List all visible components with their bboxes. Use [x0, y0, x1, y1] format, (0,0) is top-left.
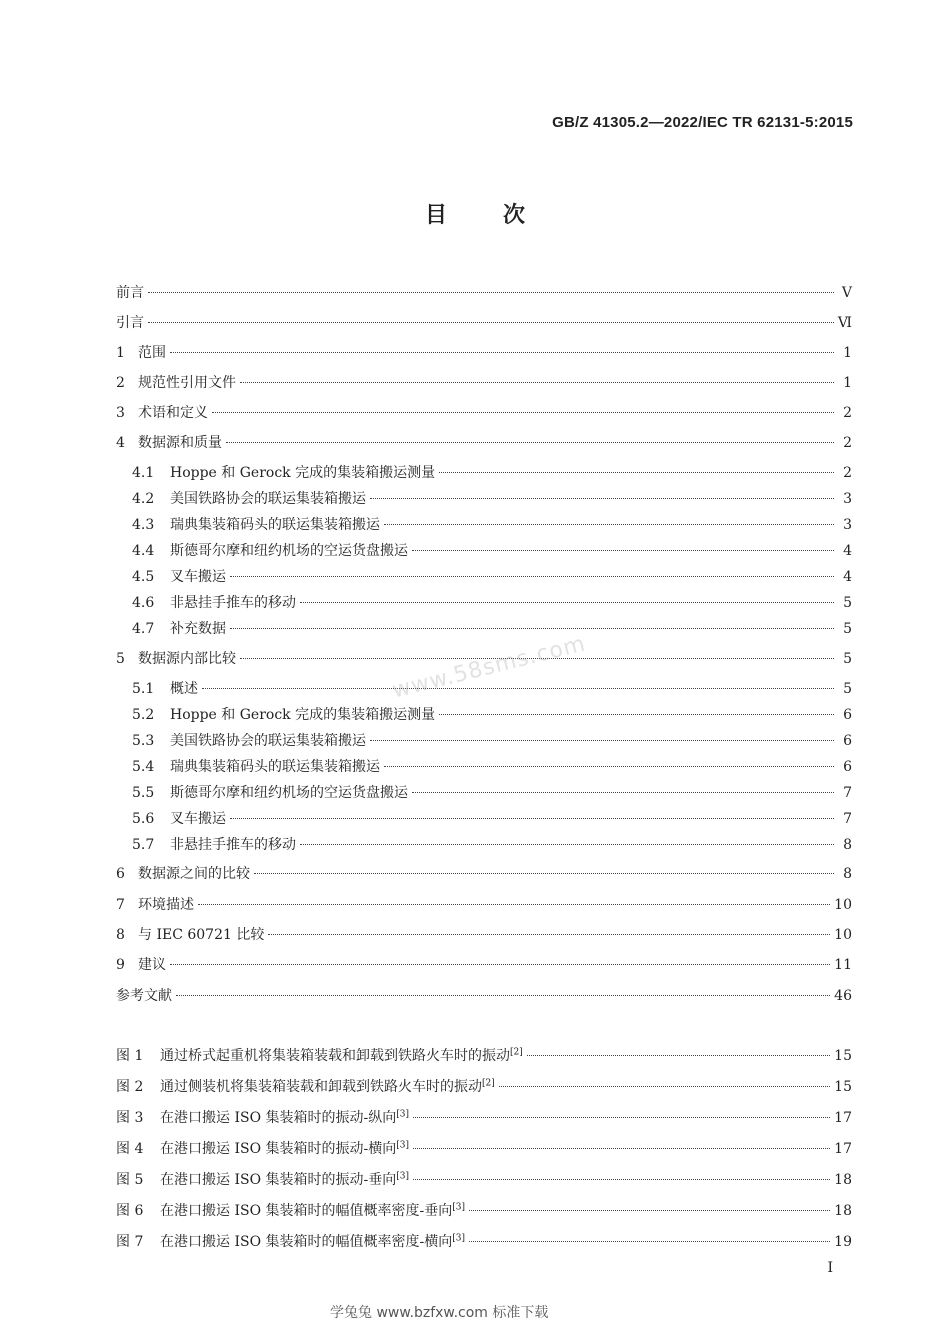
toc-entry-title: 范围: [138, 345, 166, 361]
toc-entry[interactable]: [116, 403, 852, 423]
toc-entry-number: 9: [116, 957, 125, 973]
figure-entry-number: 图 1: [116, 1048, 144, 1064]
toc-entry-page: 10: [834, 897, 852, 913]
figure-entry-number: 图 6: [116, 1203, 144, 1219]
toc-entry-title: 环境描述: [138, 897, 194, 913]
toc-entry-number: 5.6: [132, 811, 155, 827]
dot-leader: [413, 1179, 830, 1180]
dot-leader: [413, 1148, 830, 1149]
toc-entry-page: 6: [843, 707, 852, 723]
toc-entry-title: 补充数据: [170, 621, 226, 637]
toc-entry-title: 斯德哥尔摩和纽约机场的空运货盘搬运: [170, 543, 408, 559]
figure-entry-title: [160, 1108, 409, 1128]
toc-entry[interactable]: [116, 986, 852, 1006]
reference-marker: [3]: [396, 1171, 409, 1182]
toc-entry-title: 概述: [170, 681, 198, 697]
toc-entry-page: 5: [843, 651, 852, 667]
standard-number: GB/Z 41305.2—2022/IEC TR 62131-5:2015: [552, 114, 853, 131]
figure-entry-title: [160, 1232, 465, 1252]
watermark: www.58sms.com: [389, 631, 589, 704]
dot-leader: [170, 352, 834, 353]
dot-leader: [469, 1210, 830, 1211]
toc-entry[interactable]: [132, 705, 852, 725]
toc-entry-title: 建议: [138, 957, 166, 973]
toc-entry-page: 6: [843, 733, 852, 749]
toc-entry-page: 6: [843, 759, 852, 775]
figure-entry[interactable]: [116, 1046, 852, 1066]
dot-leader: [439, 714, 834, 715]
dot-leader: [148, 292, 834, 293]
dot-leader: [370, 498, 834, 499]
toc-entry[interactable]: [116, 925, 852, 945]
figure-entry-page: 17: [834, 1141, 852, 1157]
toc-entry-title: 瑞典集装箱码头的联运集装箱搬运: [170, 759, 380, 775]
toc-entry-page: 7: [843, 785, 852, 801]
toc-entry-number: 5.7: [132, 837, 155, 853]
toc-entry-page: 2: [843, 465, 852, 481]
dot-leader: [268, 934, 830, 935]
reference-marker: [3]: [396, 1140, 409, 1151]
figure-entry[interactable]: [116, 1108, 852, 1128]
toc-entry[interactable]: [116, 283, 852, 303]
dot-leader: [384, 766, 834, 767]
toc-entry[interactable]: [116, 343, 852, 363]
figure-entry[interactable]: [116, 1170, 852, 1190]
toc-entry-number: 4: [116, 435, 125, 451]
toc-entry-page: 1: [843, 375, 852, 391]
dot-leader: [198, 904, 830, 905]
dot-leader: [176, 995, 830, 996]
toc-entry-page: 4: [843, 569, 852, 585]
figure-entry-text: 在港口搬运 ISO 集装箱时的幅值概率密度-横向: [160, 1234, 453, 1250]
reference-marker: [2]: [482, 1078, 495, 1089]
toc-entry-page: 3: [843, 517, 852, 533]
toc-entry[interactable]: [116, 864, 852, 884]
toc-entry-title: 数据源和质量: [138, 435, 222, 451]
toc-entry-page: Ⅵ: [837, 315, 852, 331]
toc-entry-page: 7: [843, 811, 852, 827]
figure-entry-number: 图 5: [116, 1172, 144, 1188]
toc-entry-page: 11: [834, 957, 852, 973]
toc-entry-title: 叉车搬运: [170, 811, 226, 827]
figure-entry[interactable]: [116, 1232, 852, 1252]
toc-entry-title: 规范性引用文件: [138, 375, 236, 391]
dot-leader: [148, 322, 834, 323]
toc-entry-number: 3: [116, 405, 125, 421]
toc-entry-title: 美国铁路协会的联运集装箱搬运: [170, 733, 366, 749]
dot-leader: [412, 792, 834, 793]
toc-entry-number: 4.4: [132, 543, 155, 559]
toc-entry[interactable]: [116, 895, 852, 915]
figure-entry-text: 通过桥式起重机将集装箱装载和卸载到铁路火车时的振动: [160, 1048, 510, 1064]
toc-entry[interactable]: [132, 757, 852, 777]
toc-entry[interactable]: [132, 619, 852, 639]
toc-entry-page: 8: [843, 837, 852, 853]
toc-entry[interactable]: [132, 593, 852, 613]
reference-marker: [3]: [396, 1109, 409, 1120]
figure-entry[interactable]: [116, 1077, 852, 1097]
figure-entry-title: [160, 1077, 495, 1097]
toc-entry-title: 数据源内部比较: [138, 651, 236, 667]
figure-entry-title: [160, 1201, 465, 1221]
figure-entry-title: [160, 1170, 409, 1190]
figure-entry[interactable]: [116, 1139, 852, 1159]
toc-entry-number: 4.7: [132, 621, 155, 637]
dot-leader: [230, 576, 834, 577]
figure-entry-page: 18: [834, 1172, 852, 1188]
dot-leader: [300, 602, 834, 603]
toc-entry-title: 术语和定义: [138, 405, 208, 421]
figure-entry-page: 15: [834, 1048, 852, 1064]
toc-entry-number: 5.5: [132, 785, 155, 801]
toc-entry[interactable]: [132, 541, 852, 561]
figure-entry-title: [160, 1046, 523, 1066]
toc-entry-title: 美国铁路协会的联运集装箱搬运: [170, 491, 366, 507]
toc-entry-number: 4.3: [132, 517, 155, 533]
toc-entry[interactable]: [132, 731, 852, 751]
toc-entry-page: 5: [843, 681, 852, 697]
toc-entry-title: 数据源之间的比较: [138, 866, 250, 882]
toc-entry-number: 5.3: [132, 733, 155, 749]
dot-leader: [413, 1117, 830, 1118]
toc-entry-page: 46: [834, 988, 852, 1004]
toc-entry-number: 4.5: [132, 569, 155, 585]
toc-entry[interactable]: [116, 955, 852, 975]
dot-leader: [212, 412, 834, 413]
figure-entry-text: 通过侧装机将集装箱装载和卸载到铁路火车时的振动: [160, 1079, 482, 1095]
dot-leader: [370, 740, 834, 741]
toc-entry-title: 非悬挂手推车的移动: [170, 595, 296, 611]
toc-entry-title: 参考文献: [116, 988, 172, 1004]
toc-entry[interactable]: [116, 313, 852, 333]
toc-entry-title: 前言: [116, 285, 144, 301]
dot-leader: [439, 472, 834, 473]
dot-leader: [254, 873, 834, 874]
toc-entry-page: 3: [843, 491, 852, 507]
dot-leader: [230, 818, 834, 819]
toc-entry-page: 4: [843, 543, 852, 559]
dot-leader: [226, 442, 834, 443]
toc-entry-number: 5.2: [132, 707, 155, 723]
toc-entry-title: 叉车搬运: [170, 569, 226, 585]
dot-leader: [384, 524, 834, 525]
toc-entry-title: 引言: [116, 315, 144, 331]
dot-leader: [230, 628, 834, 629]
toc-entry-number: 4.1: [132, 465, 155, 481]
toc-entry[interactable]: [132, 835, 852, 855]
toc-entry-title: 与 IEC 60721 比较: [138, 927, 265, 943]
page-number: I: [827, 1260, 833, 1276]
toc-entry-number: 4.2: [132, 491, 155, 507]
toc-entry-title: Hoppe 和 Gerock 完成的集装箱搬运测量: [170, 707, 436, 723]
figure-entry-number: 图 2: [116, 1079, 144, 1095]
bottom-banner: 学兔兔 www.bzfxw.com 标准下载: [330, 1305, 549, 1321]
dot-leader: [300, 844, 834, 845]
figure-entry-title: [160, 1139, 409, 1159]
figure-entry-page: 18: [834, 1203, 852, 1219]
figure-entry-text: 在港口搬运 ISO 集装箱时的振动-垂向: [160, 1172, 397, 1188]
toc-entry[interactable]: [132, 783, 852, 803]
toc-entry-number: 1: [116, 345, 125, 361]
toc-entry-number: 7: [116, 897, 125, 913]
toc-entry-title: 瑞典集装箱码头的联运集装箱搬运: [170, 517, 380, 533]
toc-entry-title: 非悬挂手推车的移动: [170, 837, 296, 853]
toc-entry-page: 1: [843, 345, 852, 361]
figure-entry-page: 19: [834, 1234, 852, 1250]
toc-entry-number: 5.4: [132, 759, 155, 775]
toc-entry-number: 4.6: [132, 595, 155, 611]
dot-leader: [202, 688, 834, 689]
toc-entry[interactable]: [132, 515, 852, 535]
figure-entry-number: 图 4: [116, 1141, 144, 1157]
figure-entry-text: 在港口搬运 ISO 集装箱时的幅值概率密度-垂向: [160, 1203, 453, 1219]
figure-entry-text: 在港口搬运 ISO 集装箱时的振动-横向: [160, 1141, 397, 1157]
toc-entry[interactable]: [116, 373, 852, 393]
figure-entry-number: 图 3: [116, 1110, 144, 1126]
figure-entry-page: 15: [834, 1079, 852, 1095]
figure-entry-page: 17: [834, 1110, 852, 1126]
toc-entry-title: 斯德哥尔摩和纽约机场的空运货盘搬运: [170, 785, 408, 801]
reference-marker: [2]: [510, 1047, 523, 1058]
toc-entry[interactable]: [132, 809, 852, 829]
toc-entry[interactable]: [132, 567, 852, 587]
toc-entry-title: Hoppe 和 Gerock 完成的集装箱搬运测量: [170, 465, 436, 481]
reference-marker: [3]: [452, 1202, 465, 1213]
toc-entry-page: 2: [843, 435, 852, 451]
toc-entry-page: 8: [843, 866, 852, 882]
toc-entry[interactable]: [132, 463, 852, 483]
toc-entry-page: Ⅴ: [841, 285, 852, 301]
toc-entry-page: 2: [843, 405, 852, 421]
figure-entry[interactable]: [116, 1201, 852, 1221]
toc-entry[interactable]: [132, 679, 852, 699]
toc-entry-number: 8: [116, 927, 125, 943]
dot-leader: [240, 382, 834, 383]
dot-leader: [469, 1241, 830, 1242]
toc-entry-page: 10: [834, 927, 852, 943]
figure-entry-number: 图 7: [116, 1234, 144, 1250]
figure-entry-text: 在港口搬运 ISO 集装箱时的振动-纵向: [160, 1110, 397, 1126]
toc-entry[interactable]: [132, 489, 852, 509]
toc-entry-page: 5: [843, 621, 852, 637]
dot-leader: [170, 964, 830, 965]
toc-entry-page: 5: [843, 595, 852, 611]
dot-leader: [527, 1055, 830, 1056]
toc-entry[interactable]: [116, 433, 852, 453]
toc-entry-number: 5: [116, 651, 125, 667]
dot-leader: [499, 1086, 830, 1087]
toc-entry-number: 2: [116, 375, 125, 391]
reference-marker: [3]: [452, 1233, 465, 1244]
page-title: 目次: [424, 203, 581, 228]
dot-leader: [412, 550, 834, 551]
toc-entry-number: 5.1: [132, 681, 155, 697]
toc-entry-number: 6: [116, 866, 125, 882]
